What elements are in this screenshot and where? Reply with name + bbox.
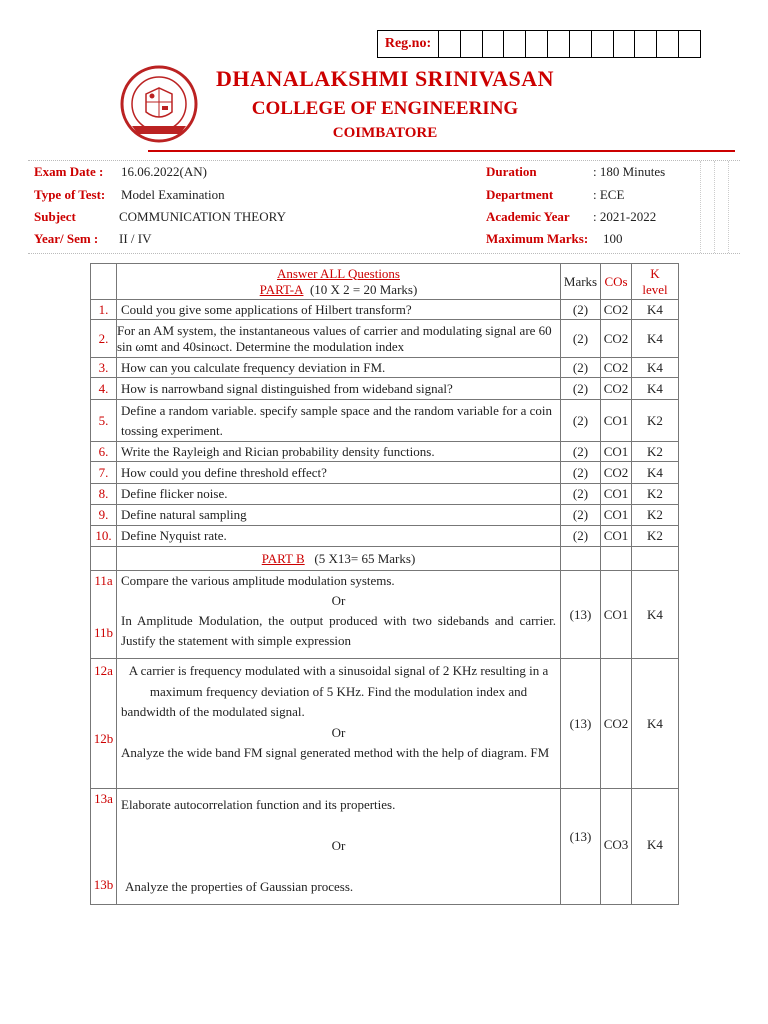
q12b-text: Analyze the wide band FM signal generated method with the help of diagram. FM [121,745,550,760]
department-label: Department [486,187,554,202]
q12a-text: A carrier is frequency modulated with a sinusoidal signal of 2 KHz resulting in a maximum frequency deviation of 5 KHz. Find the modulation index and [128,663,549,699]
table-row [91,526,679,547]
question-co: CO1 [601,442,632,462]
or-text: Or [331,593,346,608]
reg-no-cell [526,31,548,57]
q13b-text: Analyze the properties of Gaussian process. [125,879,354,894]
reg-no-cell [657,31,679,57]
table-row [91,505,679,526]
question-marks: (2) [561,300,601,320]
header-blank [632,547,679,571]
exam-info [28,160,740,254]
q13b-number: 13b [93,877,114,892]
question-k-level: K2 [632,484,679,505]
reg-no-cell [504,31,526,57]
question-k-level: K4 [632,358,679,378]
reg-no-cell [592,31,614,57]
reg-no-cell [548,31,570,57]
question-number: 6. [91,442,117,462]
question-co: CO2 [601,462,632,484]
question-text: Define natural sampling [117,505,561,526]
year-sem: II / IV [119,231,152,246]
question-number: 9. [91,505,117,526]
reg-no-cell [679,31,700,57]
department: : ECE [593,187,625,202]
table-row [91,659,679,789]
question-number: 3. [91,358,117,378]
question-k-level: K4 [632,378,679,400]
question-k-level: K4 [632,300,679,320]
table-row [91,300,679,320]
or-text: Or [331,838,346,853]
test-type: Model Examination [121,187,225,202]
header-blank [91,264,117,300]
q11b-number: 11b [93,625,114,640]
question-text: For an AM system, the instantaneous values of carrier and modulating signal are 60 sin ωmt and 40sinωct. Determine the modulation index [117,320,561,358]
info-row [28,164,740,186]
or-text: Or [331,724,346,740]
part-b-header-row [91,547,679,571]
table-row [91,358,679,378]
part-b-header [117,547,561,571]
table-row [91,789,679,905]
subject-label: Subject [34,209,76,224]
reg-no-cell [461,31,483,57]
reg-no-cell [635,31,657,57]
college-logo-icon [118,64,200,146]
reg-no-box [377,30,701,58]
question-text: Define Nyquist rate. [117,526,561,547]
q11a-number: 11a [94,573,113,588]
question-marks: (2) [561,378,601,400]
table-row [91,378,679,400]
college-name-line2: COLLEGE OF ENGINEERING [251,98,519,119]
header-divider [148,150,735,152]
q13a-number: 13a [94,791,113,806]
question-k-level: K2 [632,526,679,547]
table-row [91,571,679,659]
question-marks: (2) [561,442,601,462]
question-marks: (2) [561,484,601,505]
question-co: CO2 [601,659,632,789]
question-number: 10. [91,526,117,547]
question-text: How could you define threshold effect? [117,462,561,484]
q11b-text: In Amplitude Modulation, the output produced with two sidebands and carrier. Justify the statement with simple expression [121,613,556,648]
question-number: 7. [91,462,117,484]
question-text: How is narrowband signal distinguished from wideband signal? [117,378,561,400]
question-number [91,659,117,789]
question-co: CO2 [601,358,632,378]
header-blank [601,547,632,571]
col-cos: COs [601,264,632,300]
question-co: CO1 [601,571,632,659]
question-number: 1. [91,300,117,320]
part-a-marks: (10 X 2 = 20 Marks) [309,281,418,297]
question-co: CO3 [601,789,632,905]
max-marks: 100 [603,231,623,246]
reg-no-cell [439,31,461,57]
question-text [117,571,561,659]
year-sem-label: Year/ Sem : [34,231,99,246]
header-blank [561,547,601,571]
header-blank [91,547,117,571]
reg-no-cell [614,31,636,57]
question-k-level: K4 [632,571,679,659]
part-a-header [117,264,561,300]
exam-date: 16.06.2022(AN) [121,164,207,179]
max-marks-label: Maximum Marks: [486,231,589,246]
question-marks: (2) [561,505,601,526]
question-k-level: K4 [632,462,679,484]
question-text: Write the Rayleigh and Rician probability density functions. [117,442,561,462]
table-row [91,400,679,442]
question-k-level: K4 [632,659,679,789]
college-name-line1: DHANALAKSHMI SRINIVASAN [215,66,555,91]
col-k-level [632,264,679,300]
college-city: COIMBATORE [332,125,438,141]
question-marks: (2) [561,358,601,378]
question-co: CO1 [601,484,632,505]
duration: : 180 Minutes [593,164,666,179]
question-text: Define a random variable. specify sample space and the random variable for a coin tossing experiment. [117,400,561,442]
question-marks: (13) [561,659,601,789]
question-marks: (2) [561,320,601,358]
question-marks: (2) [561,526,601,547]
subject: COMMUNICATION THEORY [119,209,286,224]
question-number: 2. [91,320,117,358]
reg-no-cell [570,31,592,57]
duration-label: Duration [486,164,537,179]
question-co: CO2 [601,320,632,358]
info-row [28,231,740,253]
instruction: Answer ALL Questions [276,265,400,281]
question-co: CO2 [601,378,632,400]
q12a-text-cont: bandwidth of the modulated signal. [121,704,305,719]
question-co: CO1 [601,526,632,547]
question-text: Could you give some applications of Hilbert transform? [117,300,561,320]
question-number: 4. [91,378,117,400]
question-marks: (13) [561,571,601,659]
q12-text-clip [121,659,556,785]
col-marks: Marks [561,264,601,300]
test-type-label: Type of Test: [34,187,106,202]
question-k-level: K2 [632,442,679,462]
col-level: level [642,281,668,297]
info-row [28,187,740,209]
question-number: 5. [91,400,117,442]
question-number: 8. [91,484,117,505]
q12a-number: 12a [94,663,113,678]
table-header-row [91,264,679,300]
q13a-text: Elaborate autocorrelation function and its properties. [121,797,396,812]
question-marks: (13) [561,789,601,905]
question-text [117,789,561,905]
question-marks: (2) [561,400,601,442]
question-co: CO2 [601,300,632,320]
question-number [91,571,117,659]
col-k: K [650,265,660,281]
question-table [90,263,679,905]
academic-year-label: Academic Year [486,209,570,224]
info-row [28,209,740,231]
question-co: CO1 [601,505,632,526]
table-row [91,442,679,462]
part-b-marks: (5 X13= 65 Marks) [314,550,416,566]
question-number [91,789,117,905]
academic-year: : 2021-2022 [593,209,657,224]
question-marks: (2) [561,462,601,484]
question-k-level: K2 [632,505,679,526]
question-k-level: K4 [632,320,679,358]
question-co: CO1 [601,400,632,442]
part-a-title: PART-A [259,281,304,297]
question-k-level: K2 [632,400,679,442]
table-row [91,320,679,358]
exam-date-label: Exam Date : [34,164,104,179]
question-text: Define flicker noise. [117,484,561,505]
reg-no-cell [483,31,505,57]
table-row [91,484,679,505]
q12b-number: 12b [93,731,114,746]
question-text: How can you calculate frequency deviation in FM. [117,358,561,378]
table-row [91,462,679,484]
part-b-title: PART B [261,550,305,566]
reg-no-label: Reg.no: [378,31,439,57]
question-text [117,659,561,789]
question-k-level: K4 [632,789,679,905]
q11a-text: Compare the various amplitude modulation systems. [121,573,395,588]
